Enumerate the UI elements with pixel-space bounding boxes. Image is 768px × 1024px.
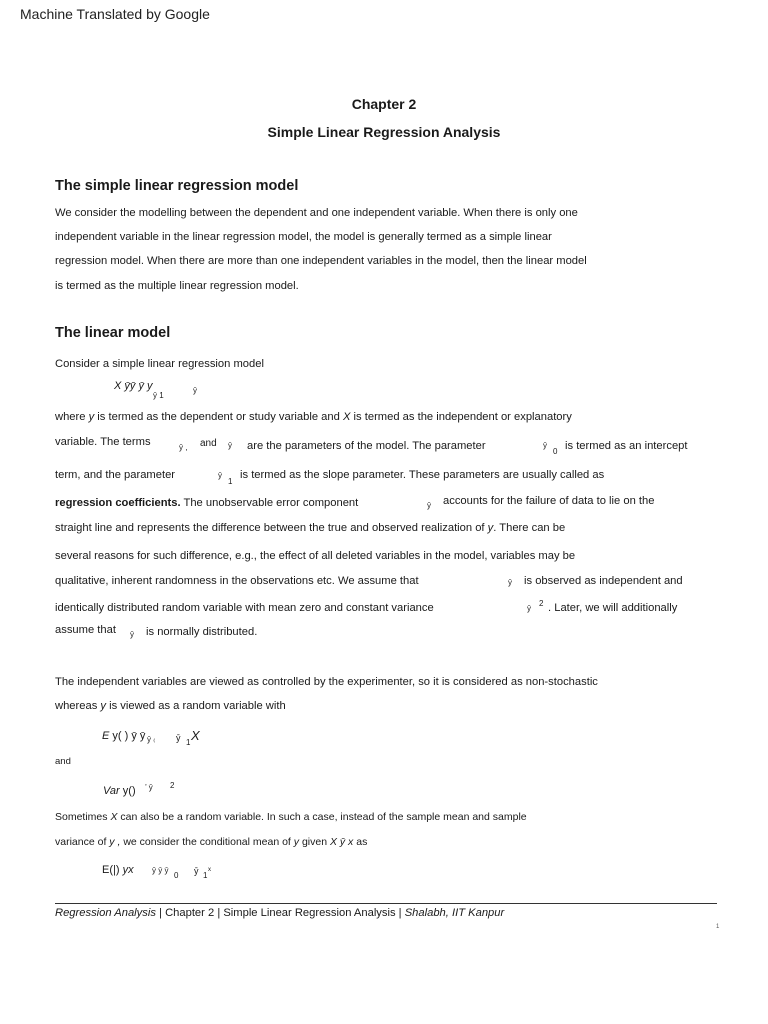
- eq-part: 1: [186, 738, 191, 747]
- text-segment: straight line and represents the difference between the true and observed realization of: [55, 522, 485, 534]
- model-equation-sub: ȳ 1: [153, 391, 164, 400]
- bold-term: regression coefficients.: [55, 497, 181, 509]
- symbol-subscript: 0: [553, 447, 558, 456]
- variance-equation: [103, 785, 136, 797]
- section-heading-simple-model: The simple linear regression model: [55, 178, 299, 194]
- variable-y: y: [293, 836, 300, 848]
- text-segment: accounts for the failure of data to lie on the: [443, 495, 655, 507]
- text-segment: whereas: [55, 700, 98, 712]
- chapter-label: Chapter 2: [351, 96, 417, 112]
- paragraph-line: several reasons for such difference, e.g., the effect of all deleted variables in the model, variables may be: [55, 550, 576, 562]
- paragraph-line: independent variable in the linear regression model, the model is generally termed as a simple linear: [55, 231, 552, 243]
- symbol-beta: ȳ: [228, 441, 232, 450]
- text-segment: variance of: [55, 836, 107, 848]
- paragraph-line: [55, 811, 527, 823]
- footer-course: Regression Analysis: [55, 907, 156, 919]
- page-number: 1: [716, 924, 720, 930]
- paragraph-line: The independent variables are viewed as controlled by the experimenter, so it is considered as non-stochastic: [55, 676, 598, 688]
- text-segment: is termed as the independent or explanatory: [353, 411, 572, 423]
- paragraph-line: is termed as the multiple linear regression model.: [55, 280, 299, 292]
- symbol-subscript: 1: [228, 477, 233, 486]
- eq-part: E: [102, 730, 110, 742]
- document-title: Simple Linear Regression Analysis: [267, 124, 501, 140]
- eq-part: Var: [103, 785, 120, 797]
- symbol-sigma: ȳ: [527, 604, 531, 613]
- eq-part: yx: [122, 864, 134, 876]
- text-segment: is termed as the slope parameter. These parameters are usually called as: [240, 469, 605, 481]
- paragraph-line: term, and the parameter: [55, 469, 176, 481]
- symbol-superscript: 2: [539, 599, 544, 608]
- conditional-mean-equation: [102, 864, 134, 876]
- footer-author: Shalabh, IIT Kanpur: [404, 907, 505, 919]
- eq-part: ’ ȳ: [145, 783, 153, 792]
- expectation-equation: [102, 730, 145, 742]
- text-segment: . Later, we will additionally: [548, 602, 678, 614]
- eq-part: [191, 728, 200, 743]
- variable-x: X: [191, 728, 200, 743]
- paragraph-line: assume that: [55, 624, 116, 636]
- text-segment: given: [301, 836, 328, 848]
- text-segment: . There can be: [493, 522, 566, 534]
- eq-part: ȳ ₍: [147, 735, 156, 744]
- eq-part: E(|): [102, 864, 120, 876]
- text-segment: is viewed as a random variable with: [109, 700, 286, 712]
- text-segment: Sometimes: [55, 811, 108, 823]
- footer-rule: [55, 903, 717, 904]
- paragraph-line: variable. The terms: [55, 436, 151, 448]
- paragraph-line: regression model. When there are more than one independent variables in the model, then the linear model: [55, 255, 587, 267]
- variable-y: y: [100, 700, 106, 712]
- paragraph-line: [55, 836, 367, 848]
- variable-x: X: [110, 811, 118, 823]
- paragraph-line: [55, 522, 565, 534]
- eq-subscript: 0: [174, 871, 179, 880]
- symbol-epsilon: ȳ: [427, 501, 431, 510]
- paragraph-line: identically distributed random variable with mean zero and constant variance: [55, 602, 434, 614]
- eq-superscript: 2: [170, 781, 175, 790]
- symbol-beta0: ȳ: [543, 441, 547, 450]
- text-segment: and: [200, 438, 217, 449]
- eq-subscript: 1: [203, 871, 208, 880]
- paragraph-line: [55, 411, 572, 423]
- paragraph-line: Consider a simple linear regression model: [55, 358, 264, 370]
- symbol-beta: ȳ ,: [179, 443, 188, 452]
- eq-part: y(): [122, 785, 136, 797]
- paragraph-line: We consider the modelling between the dependent and one independent variable. When there is only one: [55, 207, 578, 219]
- text-segment: as: [356, 836, 368, 848]
- translation-banner: Machine Translated by Google: [20, 6, 210, 22]
- paragraph-line: qualitative, inherent randomness in the observations etc. We assume that: [55, 575, 419, 587]
- model-equation-symbol: ȳ: [193, 386, 197, 395]
- variable-x: X: [342, 411, 351, 423]
- text-segment: can also be a random variable. In such a case, instead of the sample mean and sample: [120, 811, 527, 823]
- section-heading-linear-model: The linear model: [55, 325, 171, 341]
- connector-and: and: [55, 756, 71, 767]
- eq-part: ȳ ȳ ȳ: [152, 866, 169, 875]
- page-footer: [55, 907, 504, 919]
- model-equation: [114, 380, 153, 392]
- footer-chapter: | Chapter 2 | Simple Linear Regression Analysis |: [155, 907, 405, 919]
- text-segment: is termed as an intercept: [565, 440, 688, 452]
- variable-y: y: [487, 522, 494, 534]
- eq-part: x: [208, 867, 211, 873]
- variable-x: X ȳ x: [329, 836, 354, 848]
- variable-y: y: [88, 411, 95, 423]
- text-segment: are the parameters of the model. The parameter: [247, 440, 486, 452]
- text-segment: The unobservable error component: [183, 497, 359, 509]
- eq-part: ȳ: [176, 733, 181, 743]
- paragraph-line: [55, 700, 286, 712]
- model-equation-main: X ȳȳ ȳ y: [114, 380, 153, 392]
- variable-y: y ,: [109, 836, 121, 848]
- eq-part: ȳ: [194, 866, 199, 876]
- text-segment: is termed as the dependent or study variable and: [97, 411, 340, 423]
- paragraph-line: [55, 497, 358, 509]
- symbol-epsilon: ȳ: [508, 578, 512, 587]
- text-segment: is normally distributed.: [146, 626, 258, 638]
- text-segment: we consider the conditional mean of: [123, 836, 291, 848]
- eq-part: y( ) ȳ ȳ: [112, 730, 146, 742]
- text-segment: is observed as independent and: [524, 575, 683, 587]
- symbol-epsilon: ȳ: [130, 630, 134, 639]
- symbol-beta1: ȳ: [218, 471, 222, 480]
- text-segment: where: [55, 411, 86, 423]
